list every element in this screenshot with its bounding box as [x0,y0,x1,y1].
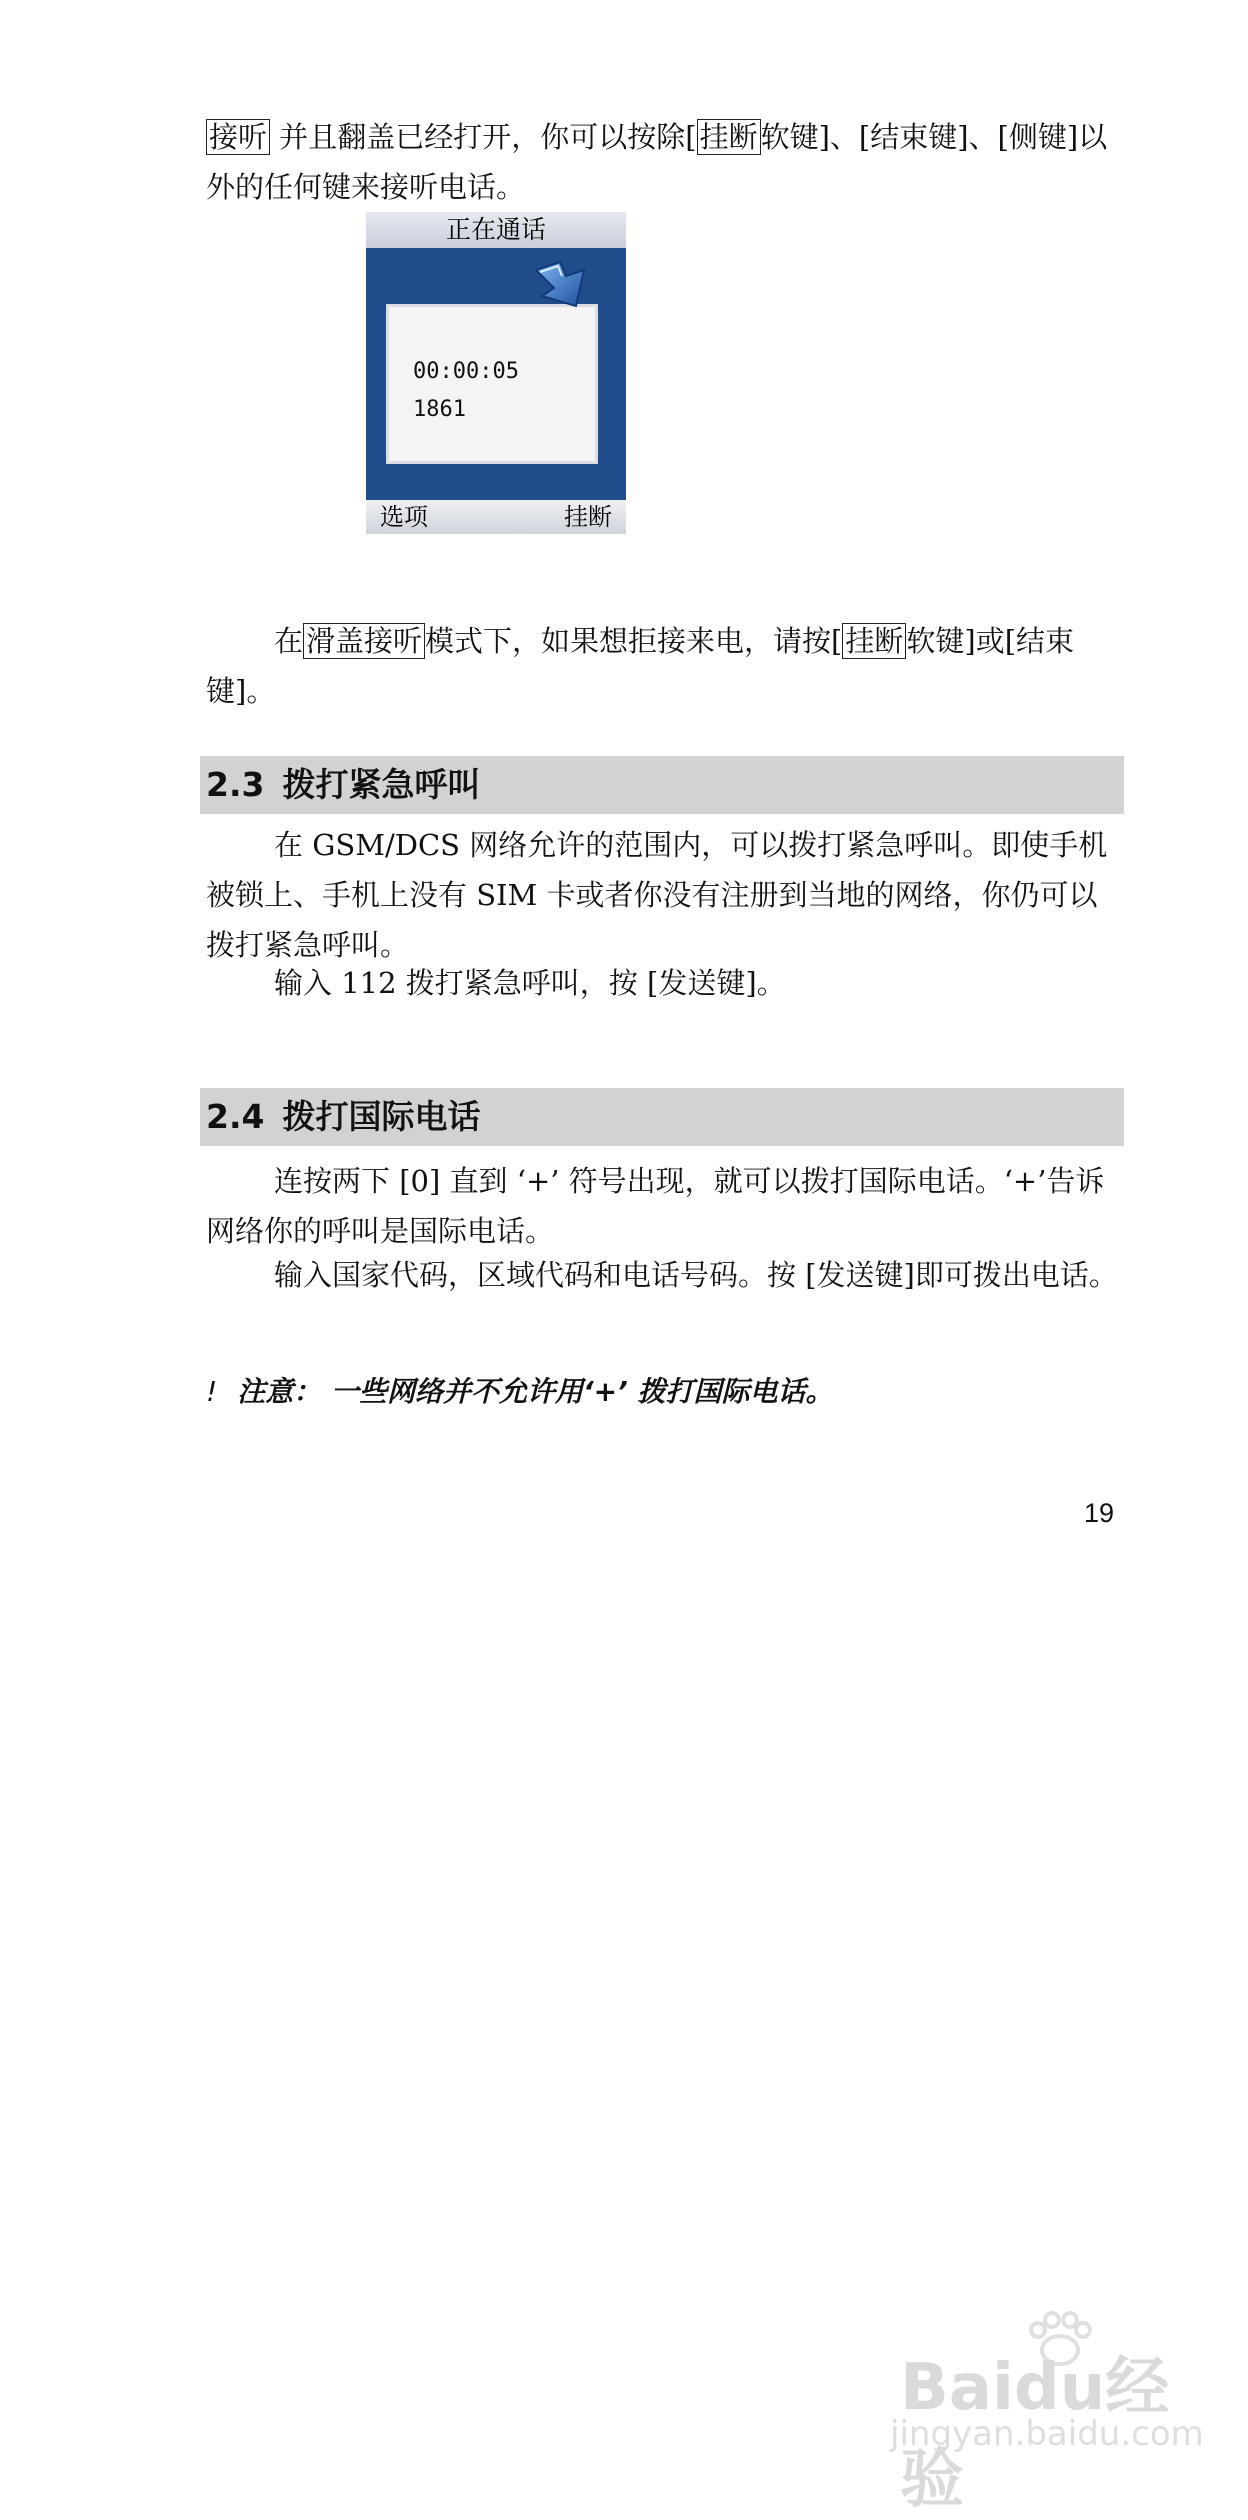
key-answer-boxed: 接听 [206,119,270,155]
soft-key-options: 选项 [380,503,428,531]
paragraph-answer-call [206,112,1126,212]
slide-answer-boxed: 滑盖接听 [303,623,425,659]
phone-title-bar: 正在通话 [366,212,626,248]
note-text: 注意： 一些网络并不允许用‘+’ 拨打国际电话。 [237,1375,834,1408]
paragraph-international-1: 连按两下 [0] 直到 ‘+’ 符号出现，就可以拨打国际电话。‘+’告诉网络你的呼叫是国际电话。 [206,1164,1105,1248]
soft-key-hangup: 挂断 [564,503,612,531]
paragraph-text: 软键]、[结束键]、[侧键]以外的任何键来接听电话。 [206,120,1108,204]
note-line [206,1370,833,1410]
section-number: 2.4 [206,1097,265,1136]
call-number: 1861 [413,397,466,422]
paragraph-emergency-1: 在 GSM/DCS 网络允许的范围内，可以拨打紧急呼叫。即使手机被锁上、手机上没有 SIM 卡或者你没有注册到当地的网络，你仍可以拨打紧急呼叫。 [206,828,1108,962]
phone-soft-key-bar [366,500,626,534]
watermark-logo-text: Baidu经验 [900,2351,1170,2517]
section-title: 拨打国际电话 [282,1097,481,1136]
section-heading-2-4 [200,1088,1124,1146]
baidu-watermark [870,2310,1204,2517]
paragraph-text: 在 [274,624,304,658]
key-hangup-boxed: 挂断 [842,623,906,659]
paragraph-slide-answer [206,616,1126,716]
section-heading-2-3 [200,756,1124,814]
paragraph-text: 模式下，如果想拒接来电，请按[ [425,624,843,658]
phone-screen-body [366,248,626,500]
paragraph-emergency-2: 输入 112 拨打紧急呼叫，按 [发送键]。 [274,966,786,1000]
note-exclamation: ! [206,1375,218,1408]
phone-screen-in-call [366,212,626,534]
phone-call-arrow-icon [530,256,592,314]
section-title: 拨打紧急呼叫 [282,765,481,804]
section-number: 2.3 [206,765,265,804]
watermark-url: jingyan.baidu.com [890,2414,1204,2454]
key-hangup-boxed: 挂断 [697,119,761,155]
paragraph-international-2: 输入国家代码，区域代码和电话号码。按 [发送键]即可拨出电话。 [274,1258,1118,1292]
page-number: 19 [1084,1498,1115,1528]
paragraph-text: 软键]或[结束键]。 [206,624,1075,708]
call-info-card [386,304,598,464]
call-timer: 00:00:05 [413,359,519,384]
paragraph-text: 并且翻盖已经打开，你可以按除[ [270,120,697,154]
